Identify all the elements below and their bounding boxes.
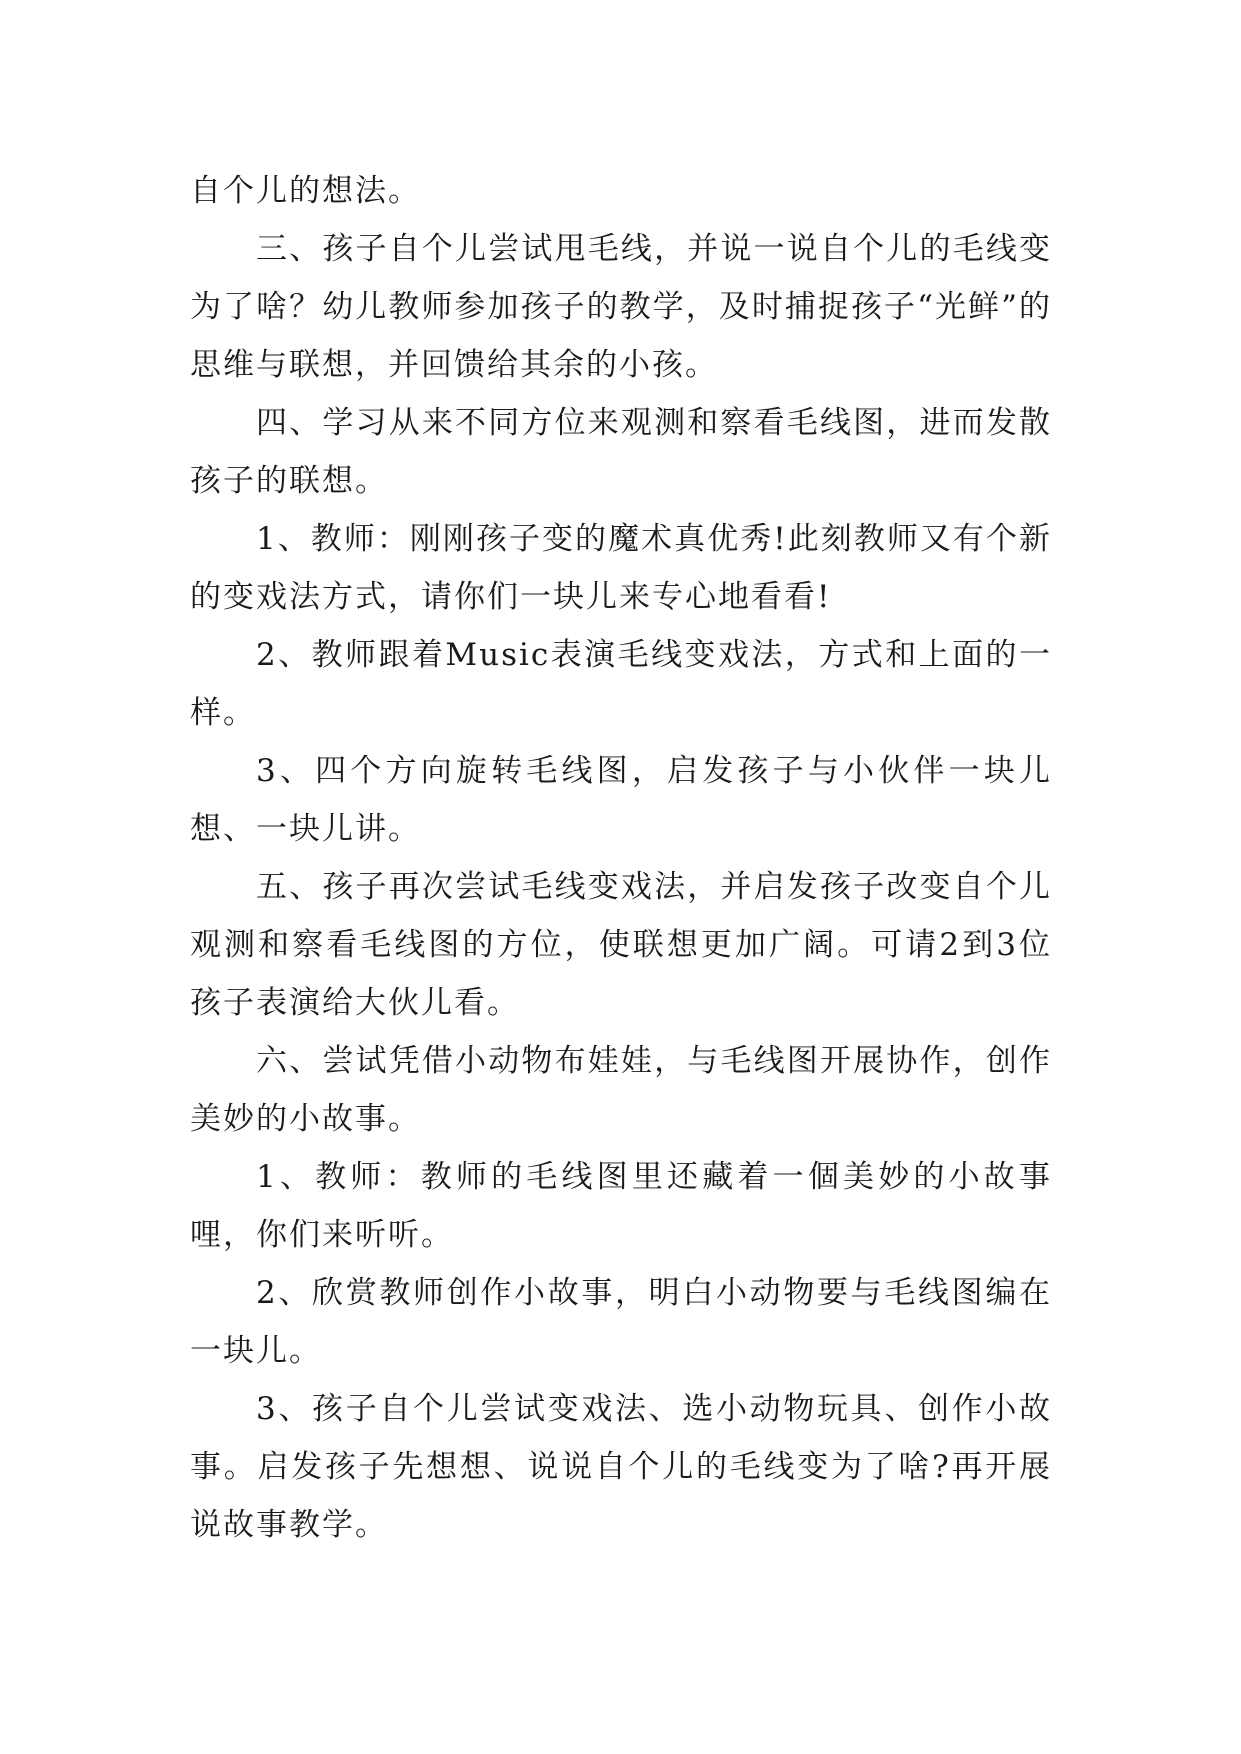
paragraph-step-six-item-3: 3、孩子自个儿尝试变戏法、选小动物玩具、创作小故事。启发孩子先想想、说说自个儿的毛线变为了啥?再开展说故事教学。 [190, 1391, 1052, 1543]
paragraph-step-four-item-3: 3、四个方向旋转毛线图，启发孩子与小伙伴一块儿想、一块儿讲。 [190, 753, 1052, 847]
paragraph-step-six-item-1: 1、教师：教师的毛线图里还藏着一個美妙的小故事哩，你们来听听。 [190, 1159, 1052, 1253]
paragraph-continuation: 自个儿的想法。 [190, 173, 421, 209]
body-text [190, 162, 1052, 1554]
paragraph-step-six-item-2: 2、欣赏教师创作小故事，明白小动物要与毛线图编在一块儿。 [190, 1275, 1052, 1369]
paragraph-step-three: 三、孩子自个儿尝试甩毛线，并说一说自个儿的毛线变为了啥？幼儿教师参加孩子的教学，及时捕捉孩子“光鲜”的思维与联想，并回馈给其余的小孩。 [190, 231, 1052, 383]
paragraph-step-four-item-2: 2、教师跟着Music表演毛线变戏法，方式和上面的一样。 [190, 637, 1052, 731]
paragraph-step-five: 五、孩子再次尝试毛线变戏法，并启发孩子改变自个儿观测和察看毛线图的方位，使联想更加广阔。可请2到3位孩子表演给大伙儿看。 [190, 869, 1052, 1021]
paragraph-step-six: 六、尝试凭借小动物布娃娃，与毛线图开展协作，创作美妙的小故事。 [190, 1043, 1052, 1137]
paragraph-step-four-item-1: 1、教师：刚刚孩子变的魔术真优秀!此刻教师又有个新的变戏法方式，请你们一块儿来专心地看看! [190, 521, 1052, 615]
paragraph-step-four: 四、学习从来不同方位来观测和察看毛线图，进而发散孩子的联想。 [190, 405, 1052, 499]
